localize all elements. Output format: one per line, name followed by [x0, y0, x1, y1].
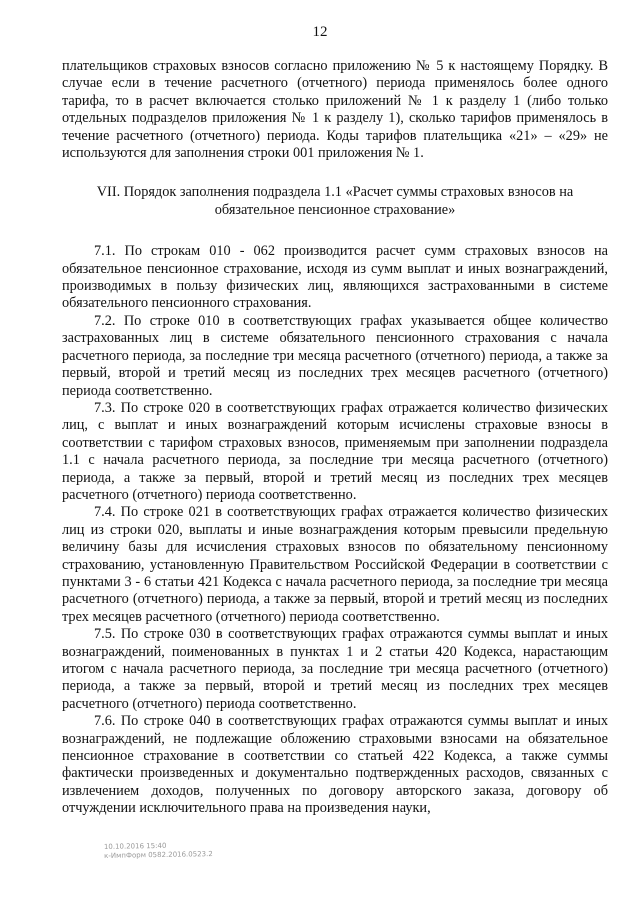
- document-body: [62, 58, 608, 818]
- clause-7-3: 7.3. По строке 020 в соответствующих графах отражается количество физических лиц, с выплат и иных вознаграждений которым исчислены страховые взносы в соответствии с тарифом страховых взносов, применяемым при заполнении подраздела 1.1 с начала расчетного периода, за последние три месяца расчетного (отчетного) периода, а также за первый, второй и третий месяц из последних трех месяцев расчетного (отчетного) периода соответственно.: [62, 399, 608, 503]
- intro-paragraph: плательщиков страховых взносов согласно приложению № 5 к настоящему Порядку. В случае если в течение расчетного (отчетного) периода применялось более одного тарифа, то в расчет включается столько приложений № 1 к разделу 1 (либо только отдельных подразделов приложения № 1 к разделу 1), сколько тарифов применялось в течение расчетного (отчетного) периода. Коды тарифов плательщика «21» – «29» не используются для заполнения строки 001 приложения № 1.: [62, 58, 608, 162]
- clause-7-2: 7.2. По строке 010 в соответствующих графах указывается общее количество застрахованных лиц в системе обязательного пенсионного страхования с начала расчетного периода, за последние три месяца расчетного (отчетного) периода, а также за первый, второй и третий месяц из последних трех месяцев расчетного (отчетного) периода соответственно.: [62, 312, 608, 399]
- stamp-line-1: 10.10.2016 15:40: [103, 841, 167, 851]
- stamp-line-2: к-ИмпФорм 0582.2016.0523.2: [104, 850, 213, 860]
- section-heading: VII. Порядок заполнения подраздела 1.1 «Расчет суммы страховых взносов на обязательное пенсионное страхование»: [96, 184, 574, 218]
- print-stamp: [104, 841, 213, 861]
- clause-7-6: 7.6. По строке 040 в соответствующих графах отражаются суммы выплат и иных вознаграждений, не подлежащие обложению страховыми взносами на обязательное пенсионное страхование в соответствии со статьей 422 Кодекса, а также суммы фактически произведенных и документально подтвержденных расходов, связанных с извлечением доходов, полученных по договору авторского заказа, договору об отчуждении исключительного права на произведения науки,: [62, 713, 608, 817]
- page-number: 12: [312, 24, 328, 40]
- clause-7-1: 7.1. По строкам 010 - 062 производится расчет сумм страховых взносов на обязательное пенсионное страхование, исходя из сумм выплат и иных вознаграждений, производимых в пользу физических лиц, являющихся застрахованными в системе обязательного пенсионного страхования.: [62, 243, 608, 312]
- clause-7-4: 7.4. По строке 021 в соответствующих графах отражается количество физических лиц из строки 020, выплаты и иные вознаграждения которым превысили предельную величину базы для исчисления страховых взносов по обязательному пенсионному страхованию, установленную Правительством Российской Федерации в соответствии с пунктами 3 - 6 статьи 421 Кодекса с начала расчетного периода, за последние три месяца расчетного (отчетного) периода, а также за первый, второй и третий месяц из последних трех месяцев расчетного (отчетного) периода соответственно.: [62, 504, 608, 625]
- clause-7-5: 7.5. По строке 030 в соответствующих графах отражаются суммы выплат и иных вознаграждений, поименованных в пунктах 1 и 2 статьи 420 Кодекса, нарастающим итогом с начала расчетного периода, за последние три месяца расчетного (отчетного) периода, а также за первый, второй и третий месяц из последних трех месяцев расчетного (отчетного) периода соответственно.: [62, 626, 608, 712]
